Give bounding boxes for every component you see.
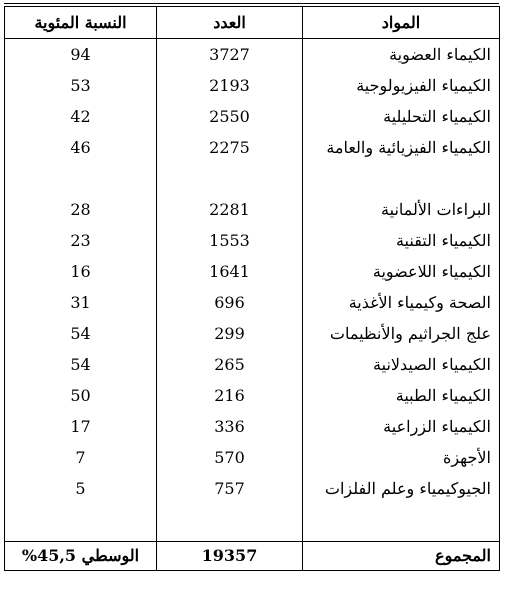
cell-count: 696: [157, 287, 303, 318]
header-row: [5, 7, 500, 39]
cell-material: الكيمياء الفيزيائية والعامة: [303, 132, 500, 194]
table-row: [5, 473, 500, 535]
total-count: 19357: [157, 542, 303, 571]
cell-percent: 31: [5, 287, 157, 318]
cell-count: 336: [157, 411, 303, 442]
header-percent: النسبة المئوية: [5, 7, 157, 39]
cell-percent: 54: [5, 349, 157, 380]
cell-count: 2193: [157, 70, 303, 101]
table-row: [5, 132, 500, 194]
cell-material: الكيمياء التقنية: [303, 225, 500, 256]
cell-percent: 50: [5, 380, 157, 411]
cell-percent: 94: [5, 39, 157, 71]
cell-material: الكيمياء الفيزيولوجية: [303, 70, 500, 101]
cell-percent: 23: [5, 225, 157, 256]
cell-material: علج الجراثيم والأنظيمات: [303, 318, 500, 349]
table-row: [5, 101, 500, 132]
total-percent: الوسطي 45,5%: [5, 542, 157, 571]
table-row: [5, 349, 500, 380]
total-label: المجموع: [303, 542, 500, 571]
cell-percent: 28: [5, 194, 157, 225]
cell-count: 2275: [157, 132, 303, 194]
cell-percent: 54: [5, 318, 157, 349]
table-row: [5, 225, 500, 256]
cell-count: 757: [157, 473, 303, 535]
table-row: [5, 70, 500, 101]
cell-material: الكيماء العضوية: [303, 39, 500, 71]
cell-material: الكيمياء الصيدلانية: [303, 349, 500, 380]
cell-count: 2550: [157, 101, 303, 132]
table-row: [5, 194, 500, 225]
table-row: [5, 256, 500, 287]
cell-count: 299: [157, 318, 303, 349]
cell-count: 216: [157, 380, 303, 411]
table-row: [5, 287, 500, 318]
cell-percent: 7: [5, 442, 157, 473]
header-count: العدد: [157, 7, 303, 39]
cell-material: الجيوكيمياء وعلم الفلزات: [303, 473, 500, 535]
cell-count: 3727: [157, 39, 303, 71]
cell-material: الصحة وكيمياء الأغذية: [303, 287, 500, 318]
header-material: المواد: [303, 7, 500, 39]
cell-material: الكيمياء الزراعية: [303, 411, 500, 442]
table-row: [5, 39, 500, 71]
total-row: [5, 542, 500, 571]
cell-percent: 17: [5, 411, 157, 442]
cell-count: 1553: [157, 225, 303, 256]
cell-material: الكيمياء التحليلية: [303, 101, 500, 132]
table-body: [5, 39, 500, 542]
cell-percent: 16: [5, 256, 157, 287]
cell-material: الكيمياء اللاعضوية: [303, 256, 500, 287]
table-row: [5, 442, 500, 473]
table-row: [5, 411, 500, 442]
cell-material: البراءات الألمانية: [303, 194, 500, 225]
cell-percent: 42: [5, 101, 157, 132]
cell-percent: 46: [5, 132, 157, 194]
table-row: [5, 318, 500, 349]
cell-count: 2281: [157, 194, 303, 225]
cell-percent: 5: [5, 473, 157, 535]
cell-material: الكيمياء الطبية: [303, 380, 500, 411]
table-row: [5, 380, 500, 411]
statistics-table: [4, 6, 500, 571]
cell-count: 570: [157, 442, 303, 473]
cell-count: 1641: [157, 256, 303, 287]
cell-material: الأجهزة: [303, 442, 500, 473]
cell-percent: 53: [5, 70, 157, 101]
cell-count: 265: [157, 349, 303, 380]
